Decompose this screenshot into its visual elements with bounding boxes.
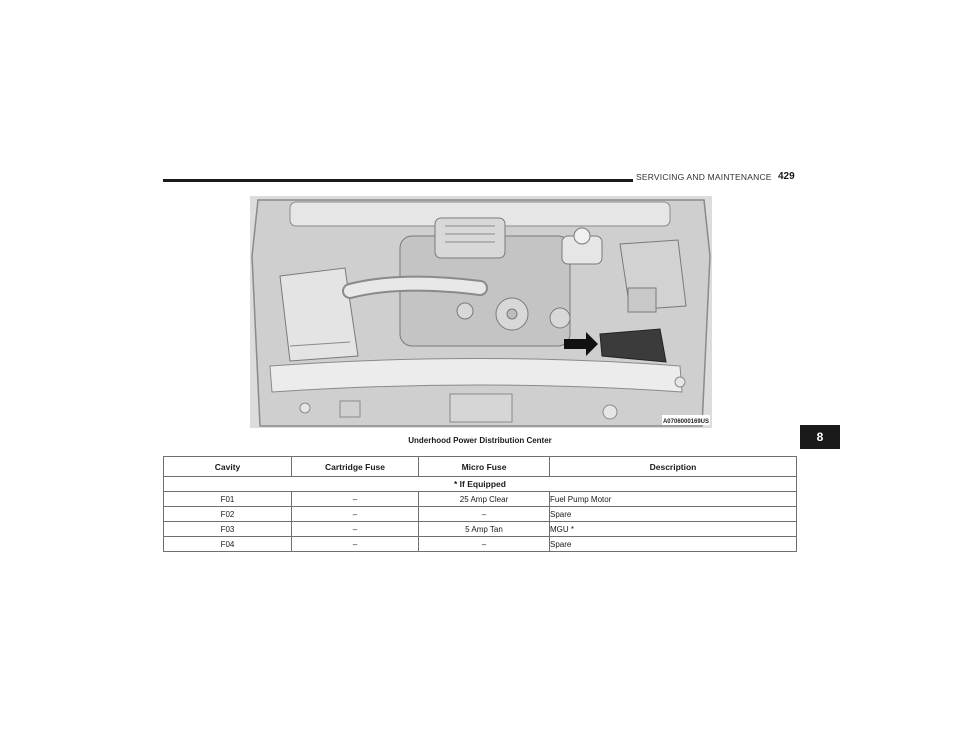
micro-fuse-cell: – <box>419 507 550 522</box>
cavity-cell: F01 <box>164 492 292 507</box>
description-cell: MGU * <box>550 522 797 537</box>
cavity-cell: F03 <box>164 522 292 537</box>
header-rule <box>163 179 633 182</box>
fuse-table <box>163 456 797 552</box>
cartridge-fuse-cell: – <box>292 537 419 552</box>
figure-caption: Underhood Power Distribution Center <box>408 436 552 445</box>
cartridge-fuse-cell: – <box>292 507 419 522</box>
image-code: A0706000169US <box>662 419 710 425</box>
column-header-cavity: Cavity <box>164 457 292 477</box>
table-note-row <box>164 477 797 492</box>
column-header-micro-fuse: Micro Fuse <box>419 457 550 477</box>
table-row <box>164 537 797 552</box>
table-row <box>164 492 797 507</box>
page-number: 429 <box>778 171 795 182</box>
description-cell: Spare <box>550 537 797 552</box>
description-cell: Fuel Pump Motor <box>550 492 797 507</box>
cartridge-fuse-cell: – <box>292 522 419 537</box>
table-header-row <box>164 457 797 477</box>
micro-fuse-cell: 25 Amp Clear <box>419 492 550 507</box>
column-header-description: Description <box>550 457 797 477</box>
micro-fuse-cell: 5 Amp Tan <box>419 522 550 537</box>
chapter-tab: 8 <box>800 425 840 449</box>
cavity-cell: F04 <box>164 537 292 552</box>
table-row <box>164 522 797 537</box>
column-header-cartridge-fuse: Cartridge Fuse <box>292 457 419 477</box>
description-cell: Spare <box>550 507 797 522</box>
if-equipped-note: * If Equipped <box>164 477 797 492</box>
section-title: SERVICING AND MAINTENANCE <box>636 172 772 182</box>
cartridge-fuse-cell: – <box>292 492 419 507</box>
engine-compartment-illustration <box>250 196 712 428</box>
micro-fuse-cell: – <box>419 537 550 552</box>
table-row <box>164 507 797 522</box>
cavity-cell: F02 <box>164 507 292 522</box>
